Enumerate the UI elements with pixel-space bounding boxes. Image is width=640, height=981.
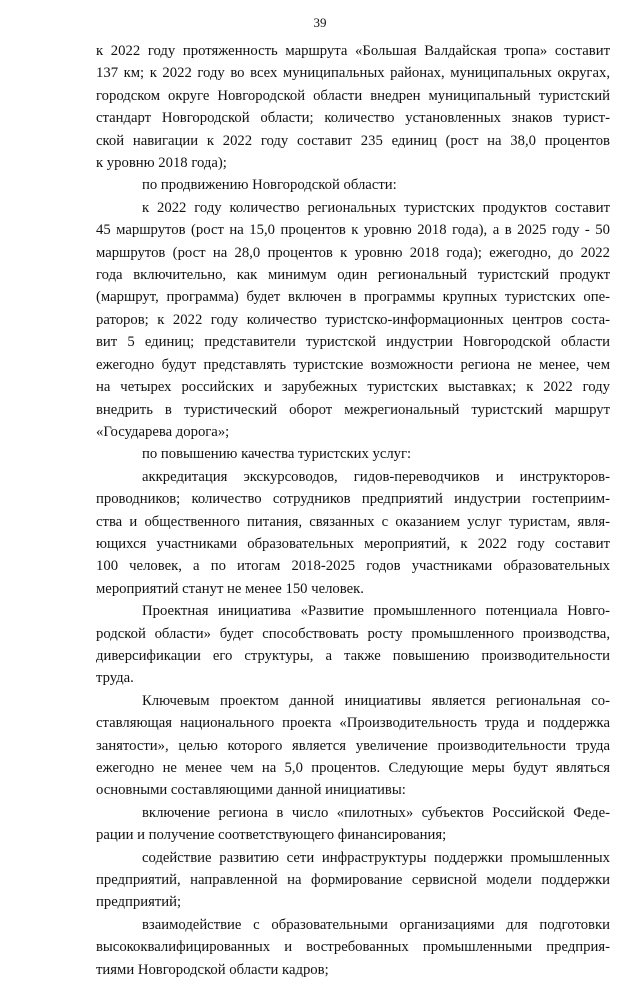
text-line: аккредитация экскурсоводов, гидов-переводчиков и инструкторов-: [142, 468, 610, 485]
text-line: диверсификации его структуры, а также повышению производительности: [96, 647, 610, 664]
text-line: включение региона в число «пилотных» субъектов Российской Феде-: [142, 804, 610, 821]
text-line: маршрутов (рост на 28,0 процентов к уровню 2018 года); ежегодно, до 2022: [96, 244, 610, 261]
text-line: городском округе Новгородской области внедрен муниципальный туристский: [96, 87, 610, 104]
text-line: 45 маршрутов (рост на 15,0 процентов к уровню 2018 года), а в 2025 году - 50: [96, 222, 610, 239]
text-line: Ключевым проектом данной инициативы является региональная со-: [142, 692, 610, 709]
text-line: раторов; к 2022 году количество туристско-информационных центров соста-: [96, 311, 610, 328]
text-body: [96, 40, 610, 981]
text-line: рации и получение соответствующего финансирования;: [96, 827, 447, 844]
text-line: к уровню 2018 года);: [96, 155, 227, 172]
text-line: на четырех российских и зарубежных туристских выставках; к 2022 году: [96, 379, 610, 396]
text-line: родской области» будет способствовать росту промышленного производства,: [96, 625, 610, 642]
text-line: года включительно, как минимум один региональный туристский продукт: [96, 267, 610, 284]
text-line: ства и общественного питания, связанных с оказанием услуг туристам, явля-: [96, 513, 610, 530]
text-line: тиями Новгородской области кадров;: [96, 961, 329, 978]
text-line: вит 5 единиц; представители туристской индустрии Новгородской области: [96, 334, 610, 351]
text-line: основными составляющими данной инициативы:: [96, 782, 406, 799]
text-line: Проектная инициатива «Развитие промышленного потенциала Новго-: [142, 603, 610, 620]
text-line: взаимодействие с образовательными организациями для подготовки: [142, 916, 610, 933]
page-number: 39: [313, 15, 327, 30]
text-line: к 2022 году количество региональных туристских продуктов составит: [142, 199, 610, 216]
text-line: предприятий, направленной на формирование сервисной модели поддержки: [96, 872, 610, 889]
text-line: 137 км; к 2022 году во всех муниципальных районах, муниципальных округах,: [96, 65, 610, 82]
text-line: труда.: [96, 670, 134, 687]
text-line: «Государева дорога»;: [96, 423, 230, 440]
text-line: 100 человек, а по итогам 2018-2025 годов участниками образовательных: [96, 558, 610, 575]
text-line: к 2022 году протяженность маршрута «Большая Валдайская тропа» составит: [96, 43, 610, 59]
text-line: (маршрут, программа) будет включен в программы крупных туристских опе-: [96, 289, 610, 306]
text-line: высококвалифицированных и востребованных промышленными предприя-: [96, 939, 610, 956]
text-line: по продвижению Новгородской области:: [142, 177, 397, 194]
text-line: ставляющая национального проекта «Производительность труда и поддержка: [96, 715, 610, 732]
text-line: ющихся участниками образовательных мероприятий, к 2022 году составит: [96, 535, 610, 552]
text-line: по повышению качества туристских услуг:: [142, 446, 412, 463]
text-line: предприятий;: [96, 894, 182, 911]
text-line: проводников; количество сотрудников предприятий индустрии гостеприим-: [96, 491, 610, 508]
text-line: ской навигации к 2022 году составит 235 единиц (рост на 38,0 процентов: [96, 132, 610, 149]
text-line: ежегодно будут представлять туристские возможности региона не менее, чем: [96, 356, 610, 373]
text-line: ежегодно не менее чем на 5,0 процентов. Следующие меры будут являться: [96, 760, 610, 776]
text-line: содействие развитию сети инфраструктуры поддержки промышленных: [142, 849, 610, 866]
text-line: занятости», целью которого является увеличение производительности труда: [96, 737, 610, 754]
text-line: мероприятий станут не менее 150 человек.: [96, 580, 364, 597]
text-line: внедрить в туристический оборот межрегиональный туристский маршрут: [96, 401, 610, 418]
text-line: стандарт Новгородской области; количество установленных знаков турист-: [96, 110, 610, 127]
